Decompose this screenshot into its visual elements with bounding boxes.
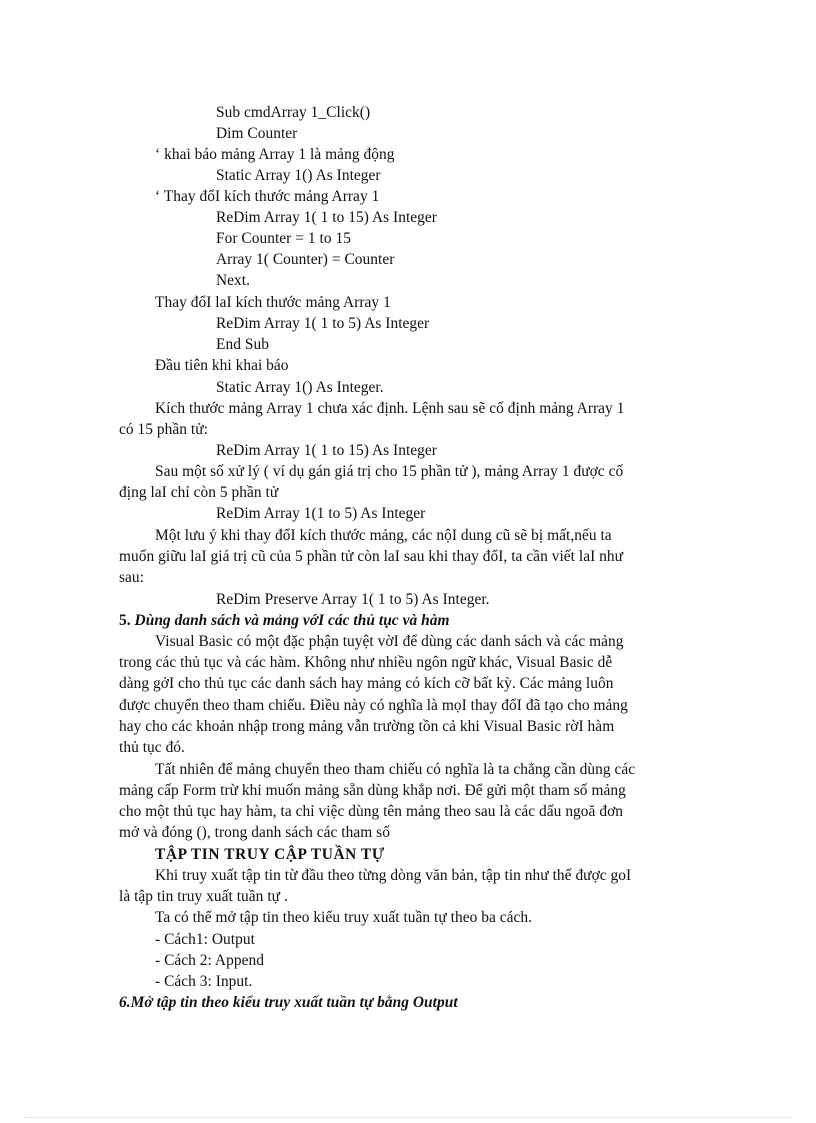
list-item: - Cách 2: Append [155, 952, 264, 969]
body-text-line: Một lưu ý khi thay đổI kích thước mảng, các nộI dung cũ sẽ bị mất,nếu ta [155, 527, 612, 544]
code-line: ReDim Preserve Array 1( 1 to 5) As Integer. [216, 591, 490, 608]
body-text-line: sau: [119, 569, 144, 586]
code-line: Dim Counter [216, 125, 298, 142]
code-line: Array 1( Counter) = Counter [216, 251, 395, 268]
body-text-line: Tất nhiên để mảng chuyển theo tham chiếu có nghĩa là ta chẳng cần dùng các [155, 761, 636, 778]
code-line: ReDim Array 1(1 to 5) As Integer [216, 505, 426, 522]
code-line: ReDim Array 1( 1 to 5) As Integer [216, 315, 430, 332]
body-text-line: Khi truy xuất tập tin từ đầu theo từng dòng văn bản, tập tin như thế được goI [155, 867, 632, 884]
subheading: TẬP TIN TRUY CẬP TUẦN TỰ [155, 846, 385, 863]
section-heading-6: 6.Mở tập tin theo kiểu truy xuất tuần tự bằng Output [119, 994, 458, 1011]
section-title: Dùng danh sách và mảng vớI các thủ tục và hàm [134, 612, 450, 629]
list-item: - Cách1: Output [155, 931, 255, 948]
body-text-line: mở và đóng (), trong danh sách các tham số [119, 824, 390, 841]
body-text-line: hay cho các khoản nhập trong mảng vẫn trường tồn cả khi Visual Basic rờI hàm [119, 718, 615, 735]
code-line: Static Array 1() As Integer [216, 167, 381, 184]
body-text-line: Sau một số xử lý ( ví dụ gán giá trị cho 15 phần tử ), mảng Array 1 được cố [155, 463, 624, 480]
body-text-line: thủ tục đó. [119, 739, 185, 756]
body-text-line: Ta có thể mở tập tin theo kiểu truy xuất tuần tự theo ba cách. [155, 909, 533, 926]
body-text-line: cho một thủ tục hay hàm, ta chỉ việc dùng tên mảng theo sau là các dấu ngoă đơn [119, 803, 624, 820]
body-text-line: muốn giữu laI giá trị cũ của 5 phần tử còn laI sau khi thay đổI, ta cần viết laI như [119, 548, 624, 565]
code-comment: ‘ khai báo mảng Array 1 là mảng động [155, 146, 395, 163]
body-text-line: mảng cấp Form trừ khi muốn mảng sẵn dùng khắp nơi. Để gửi một tham số mảng [119, 782, 626, 799]
body-text-line: được chuyển theo tham chiếu. Điều này có nghĩa là mọI thay đổI đã tạo cho mảng [119, 697, 628, 714]
section-number: 5. [119, 612, 135, 629]
body-text-line: Đầu tiên khi khai báo [155, 357, 289, 374]
code-line: ReDim Array 1( 1 to 15) As Integer [216, 442, 437, 459]
body-text-line: là tập tin truy xuất tuần tự . [119, 888, 288, 905]
body-text-line: Visual Basic có một đặc phận tuyệt vờI để dùng các danh sách và các mảng [155, 633, 624, 650]
list-item: - Cách 3: Input. [155, 973, 253, 990]
body-text-line: có 15 phần tử: [119, 421, 208, 438]
code-line: Sub cmdArray 1_Click() [216, 104, 371, 121]
code-line: For Counter = 1 to 15 [216, 230, 351, 247]
code-comment: ‘ Thay đổI kích thước mảng Array 1 [155, 188, 380, 205]
code-line: End Sub [216, 336, 269, 353]
code-line: Next. [216, 272, 251, 289]
body-text-line: dàng gởI cho thủ tục các danh sách hay mảng có kích cỡ bất kỳ. Các mảng luôn [119, 675, 614, 692]
code-comment: Thay đổI laI kích thước mảng Array 1 [155, 294, 391, 311]
code-line: Static Array 1() As Integer. [216, 379, 384, 396]
body-text-line: Kích thước mảng Array 1 chưa xác định. Lệnh sau sẽ cố định mảng Array 1 [155, 400, 625, 417]
code-line: ReDim Array 1( 1 to 15) As Integer [216, 209, 437, 226]
body-text-line: trong các thủ tục và các hàm. Không như nhiều ngôn ngữ khác, Visual Basic dễ [119, 654, 613, 671]
page-bottom-divider [24, 1117, 792, 1118]
body-text-line: địng laI chỉ còn 5 phần tử [119, 484, 279, 501]
section-heading-5 [119, 611, 450, 631]
